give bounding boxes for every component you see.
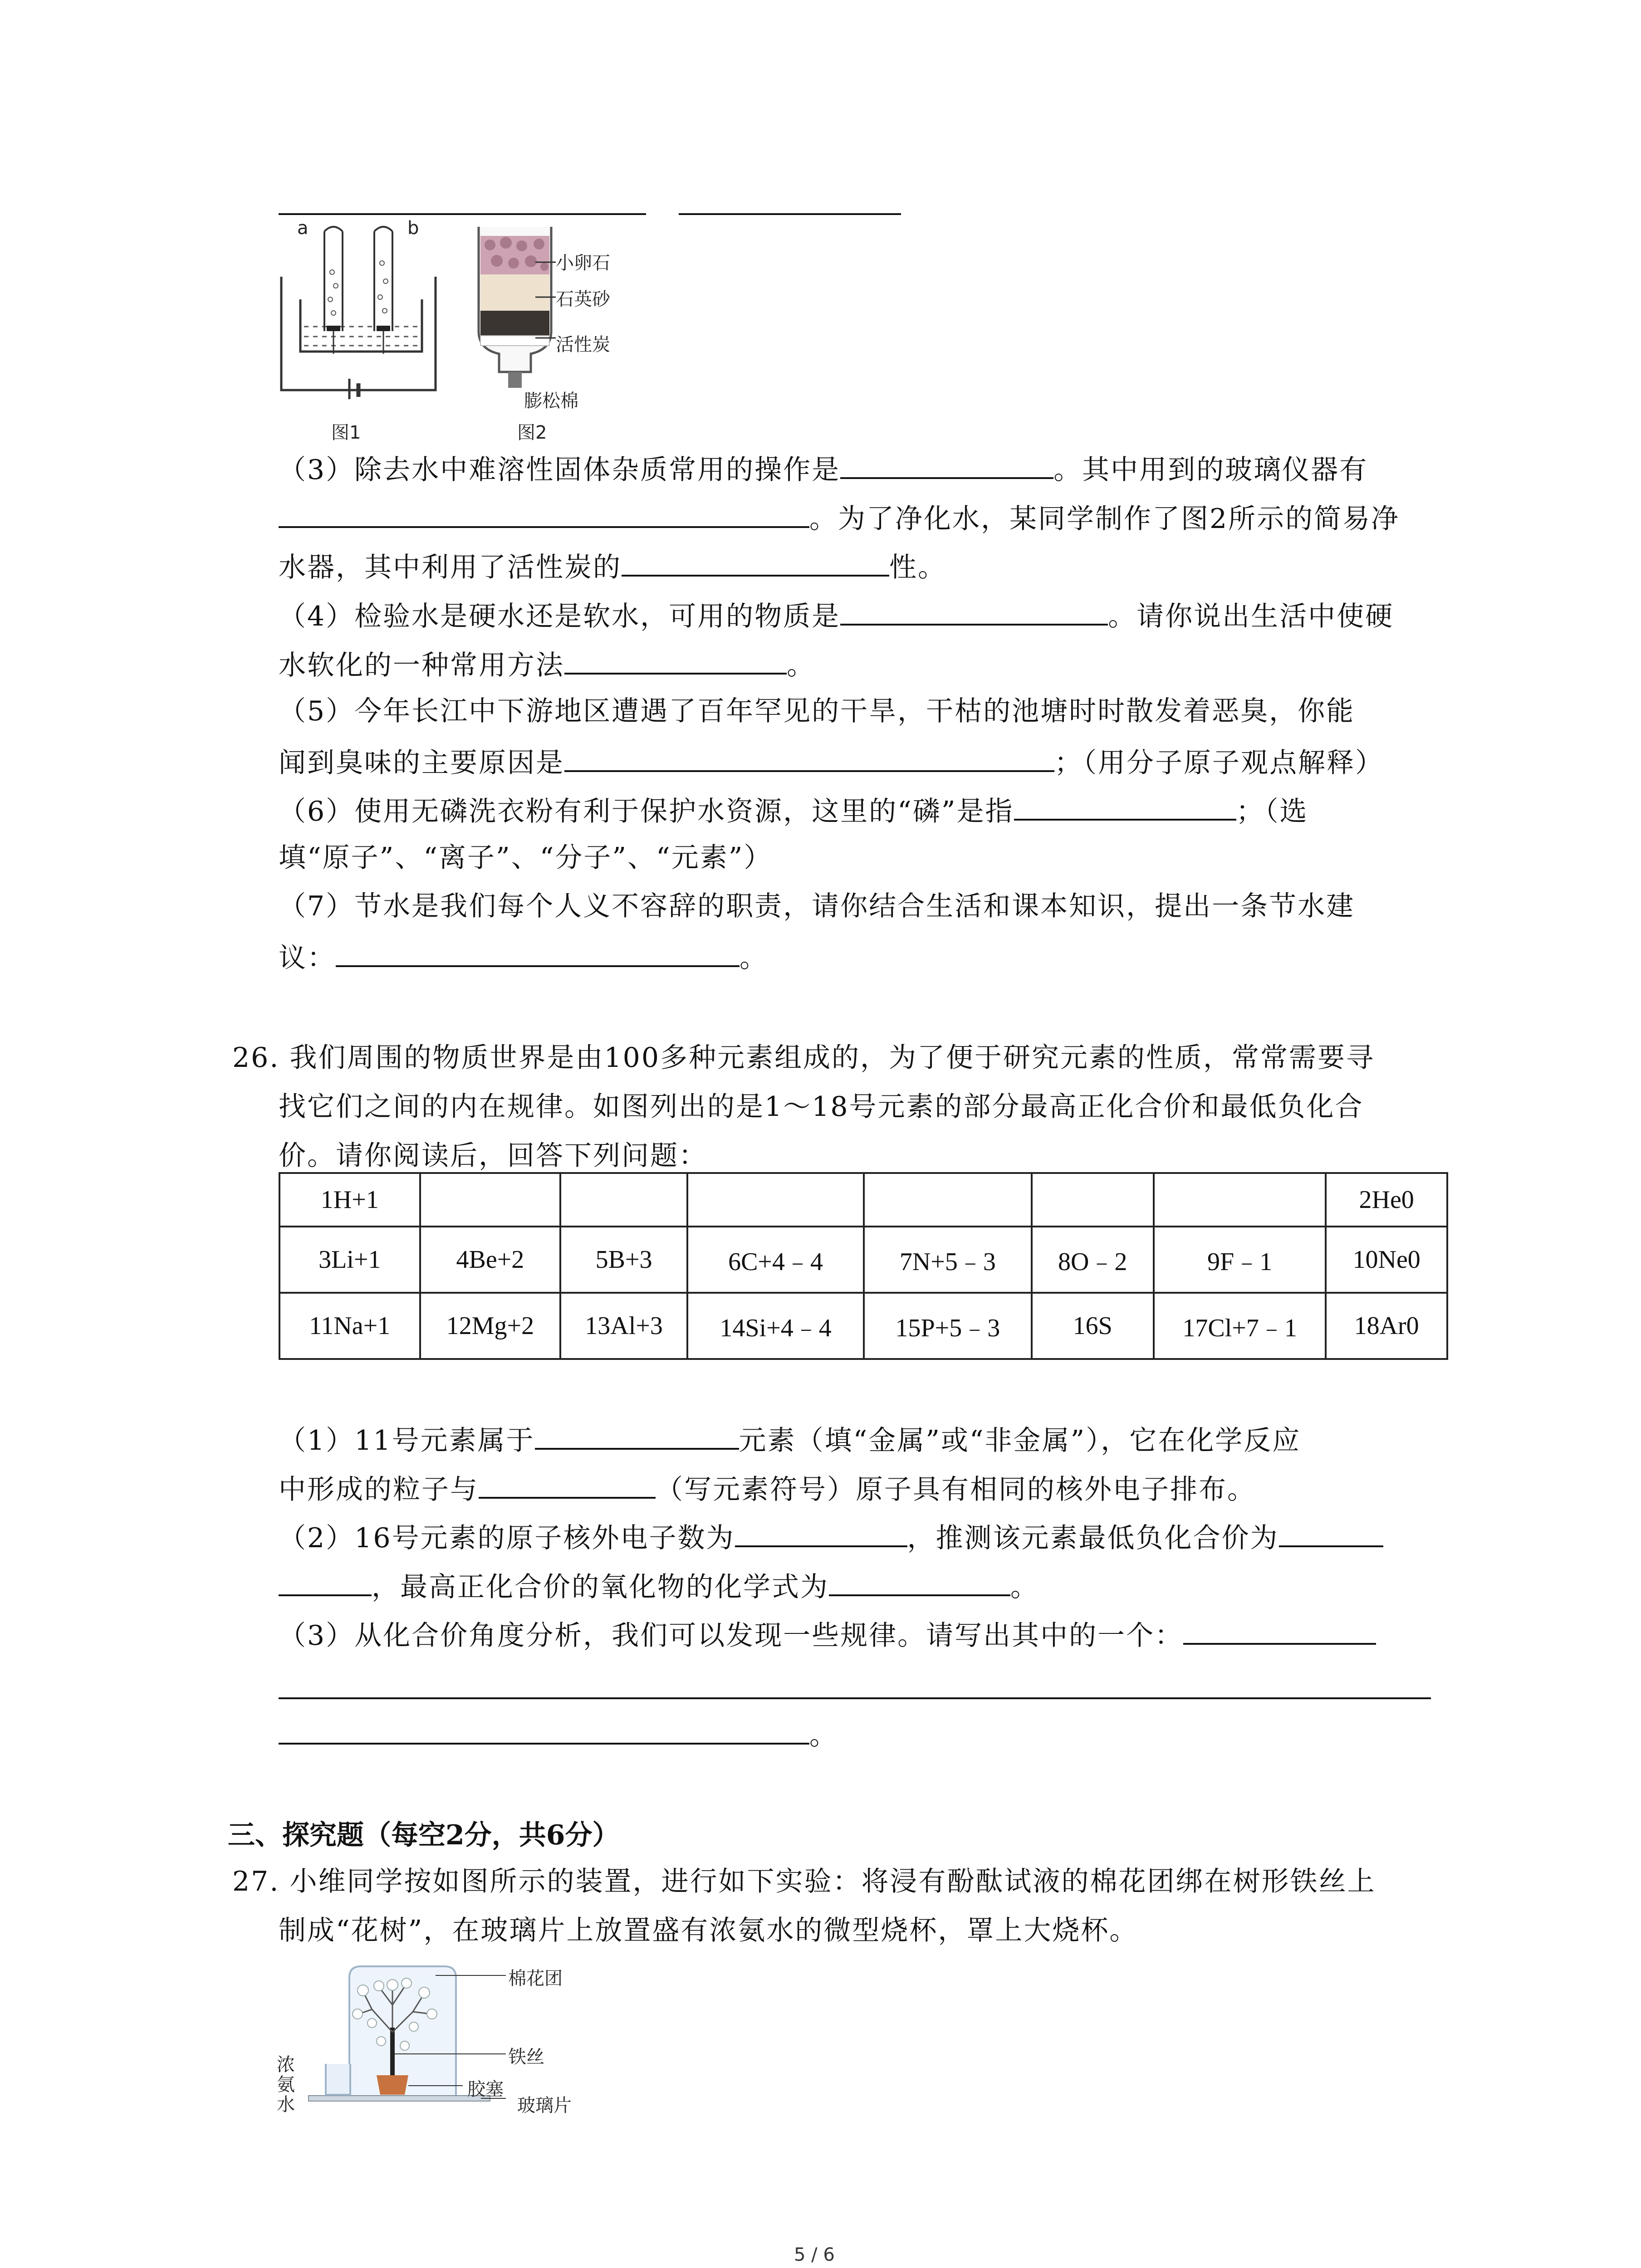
q25-part6-line2: 填“原子”、“离子”、“分子”、“元素”）	[279, 842, 773, 874]
table-cell	[560, 1173, 687, 1227]
table-cell: 3Li+1	[279, 1227, 420, 1293]
table-cell: 14Si+4﹣4	[687, 1293, 864, 1359]
fig2-label-cotton: 膨松棉	[524, 391, 578, 411]
table-row	[279, 1173, 1447, 1227]
answer-blank[interactable]	[479, 1469, 656, 1499]
answer-blank[interactable]	[336, 937, 740, 967]
table-row	[279, 1293, 1447, 1359]
fig-label-cotton: 棉花团	[508, 1968, 563, 1989]
answer-line[interactable]	[679, 213, 901, 215]
q25-part4-line1: （4）检验水是硬水还是软水，可用的物质是 。请你说出生活中使硬	[279, 596, 1394, 635]
fig1-caption: 图1	[331, 422, 361, 443]
answer-blank[interactable]	[279, 498, 809, 528]
answer-blank[interactable]	[1183, 1615, 1376, 1645]
table-cell: 8O﹣2	[1032, 1227, 1154, 1293]
q25-part5-line2: 闻到臭味的主要原因是 ；（用分子原子观点解释）	[279, 742, 1384, 781]
answer-blank[interactable]	[840, 596, 1108, 626]
answer-blank[interactable]	[1279, 1517, 1383, 1547]
fig-label-glass: 玻璃片	[517, 2095, 572, 2116]
answer-blank[interactable]	[622, 547, 889, 577]
table-cell	[687, 1173, 864, 1227]
answer-line[interactable]	[279, 1697, 1431, 1699]
table-cell: 6C+4﹣4	[687, 1227, 864, 1293]
answer-blank[interactable]	[564, 742, 1054, 772]
element-valence-table	[279, 1172, 1448, 1360]
q25-part4-line2: 水软化的一种常用方法 。	[279, 645, 815, 684]
q25-part3-line2: 。为了净化水，某同学制作了图2所示的简易净	[279, 498, 1400, 537]
q26-intro-line2: 找它们之间的内在规律。如图列出的是1～18号元素的部分最高正化合价和最低负化合	[279, 1091, 1364, 1123]
q25-part3-line1: （3）除去水中难溶性固体杂质常用的操作是 。其中用到的玻璃仪器有	[279, 449, 1368, 488]
table-cell: 5B+3	[560, 1227, 687, 1293]
answer-blank[interactable]	[279, 1566, 372, 1596]
table-cell: 4Be+2	[420, 1227, 561, 1293]
fig-label-ammonia-1: 浓	[277, 2054, 295, 2075]
answer-blank[interactable]	[829, 1566, 1010, 1596]
q27-line2: 制成“花树”，在玻璃片上放置盛有浓氨水的微型烧杯，罩上大烧杯。	[279, 1915, 1138, 1946]
table-row	[279, 1227, 1447, 1293]
fig2-label-pebbles: 小卵石	[556, 253, 610, 274]
q25-part3-line3: 水器，其中利用了活性炭的 性。	[279, 547, 946, 586]
table-cell: 9F﹣1	[1154, 1227, 1326, 1293]
table-cell: 7N+5﹣3	[864, 1227, 1031, 1293]
answer-blank[interactable]	[564, 645, 787, 675]
table-cell: 2He0	[1326, 1173, 1447, 1227]
table-cell	[420, 1173, 561, 1227]
q26-part3-line1: （3）从化合价角度分析，我们可以发现一些规律。请写出其中的一个：	[279, 1615, 1376, 1654]
q26-part1-line1: （1）11号元素属于 元素（填“金属”或“非金属”），它在化学反应	[279, 1420, 1301, 1459]
page-number: 5 / 6	[794, 2244, 835, 2265]
fig2-label-carbon: 活性炭	[556, 334, 610, 355]
q26-part1-line2: 中形成的粒子与 （写元素符号）原子具有相同的核外电子排布。	[279, 1469, 1256, 1508]
table-cell	[864, 1173, 1031, 1227]
answer-line[interactable]	[279, 213, 646, 215]
fig-label-stopper: 胶塞	[467, 2079, 504, 2100]
table-cell: 18Ar0	[1326, 1293, 1447, 1359]
q26-intro-line3: 价。请你阅读后，回答下列问题：	[279, 1140, 707, 1172]
fig1-label-a: a	[297, 218, 309, 239]
fig-label-ammonia-3: 水	[277, 2094, 295, 2115]
electrolysis-figure	[272, 218, 454, 399]
q25-part5-line1: （5）今年长江中下游地区遭遇了百年罕见的干旱，干枯的池塘时时散发着恶臭，你能	[279, 695, 1355, 727]
fig2-label-sand: 石英砂	[556, 289, 610, 310]
table-cell: 16S	[1032, 1293, 1154, 1359]
q26-part3-line3: 。	[279, 1715, 838, 1754]
q25-part6-line1: （6）使用无磷洗衣粉有利于保护水资源，这里的“磷”是指 ；（选	[279, 791, 1308, 830]
answer-blank[interactable]	[279, 1715, 809, 1745]
table-cell: 10Ne0	[1326, 1227, 1447, 1293]
q27-line1: 27. 小维同学按如图所示的装置，进行如下实验：将浸有酚酞试液的棉花团绑在树形铁丝上	[232, 1866, 1376, 1897]
fig2-caption: 图2	[517, 422, 547, 443]
fig1-label-b: b	[407, 218, 419, 239]
table-cell: 12Mg+2	[420, 1293, 561, 1359]
table-cell: 11Na+1	[279, 1293, 420, 1359]
q26-part2-line1: （2）16号元素的原子核外电子数为 ，推测该元素最低负化合价为	[279, 1517, 1383, 1556]
table-cell: 17Cl+7﹣1	[1154, 1293, 1326, 1359]
table-cell: 13Al+3	[560, 1293, 687, 1359]
q26-intro-line1: 26. 我们周围的物质世界是由100多种元素组成的，为了便于研究元素的性质，常常需要寻	[232, 1042, 1375, 1074]
table-cell	[1154, 1173, 1326, 1227]
table-cell	[1032, 1173, 1154, 1227]
fig-label-ammonia-2: 氨	[277, 2074, 295, 2095]
fig-label-wire: 铁丝	[508, 2047, 544, 2068]
table-cell: 1H+1	[279, 1173, 420, 1227]
q25-part7-line2: 议： 。	[279, 937, 768, 976]
section-heading: 三、探究题（每空2分，共6分）	[228, 1819, 620, 1851]
answer-blank[interactable]	[1014, 791, 1236, 821]
fig2-leader-lines	[535, 254, 558, 345]
answer-blank[interactable]	[735, 1517, 907, 1547]
table-cell: 15P+5﹣3	[864, 1293, 1031, 1359]
answer-blank[interactable]	[840, 449, 1053, 479]
q26-part2-line2: ，最高正化合价的氧化物的化学式为 。	[279, 1566, 1039, 1605]
q25-part7-line1: （7）节水是我们每个人义不容辞的职责，请你结合生活和课本知识，提出一条节水建	[279, 890, 1355, 922]
answer-blank[interactable]	[535, 1420, 739, 1450]
